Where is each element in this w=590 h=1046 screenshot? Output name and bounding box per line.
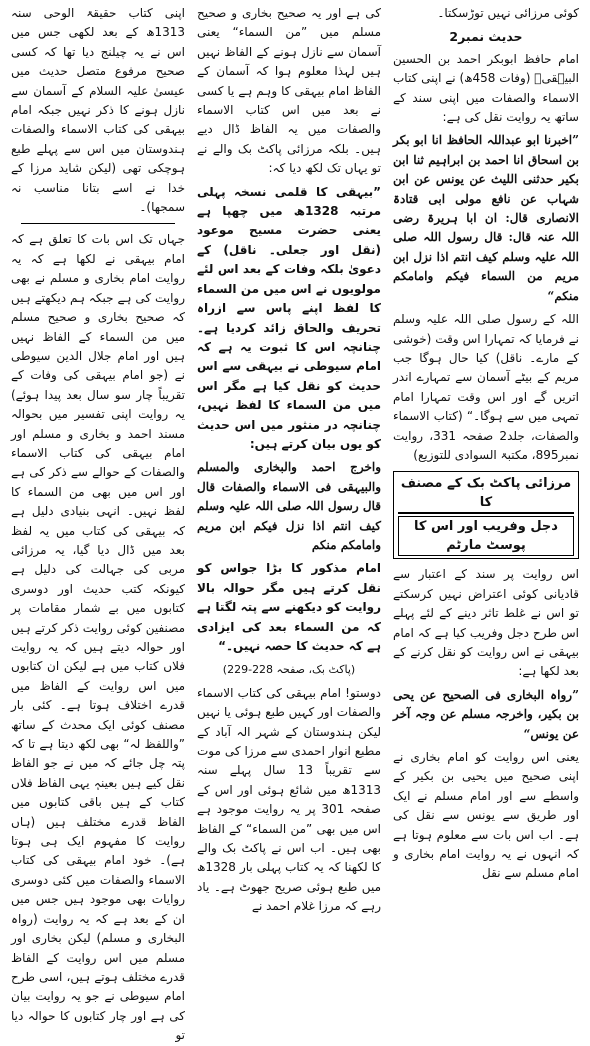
section-heading-line2: دجل وفریب اور اس کا پوسٹ مارٹم [398,516,574,556]
translation-paragraph: اللہ کے رسول صلی اللہ علیہ وسلم نے فرمایا کہ تمہارا اس وقت (خوشی کے مارے۔ ناقل) کیا حال ہوگا جب مریم کے بیٹے آسمان سے تمہارے اندر اتریں گے اور اس وقت تمہارا امام تمہی میں سے ہوگا۔“ (کتاب الاسماء والصفات، جلد2 صفحہ 331، روایت نمبر895، مکتبۃ السوادی للتوزیع) [393,312,580,462]
columns [5,4,585,1043]
paragraph: کی ہے اور یہ صحیح بخاری و صحیح مسلم میں ”من السماء“ یعنی آسمان سے نازل ہونے کے الفاظ نہیں ہیں لہذا معلوم ہوا کہ آسمان کے الفاظ امام بیہقی کا وہم ہے یا کسی نے بعد میں اس کتاب الاسماء والصفات میں یہ الفاظ ڈال دیے ہیں۔ بلکہ مرزائی پاکٹ بک والے نے تو یہاں تک لکھ دیا کہ: [197,6,381,176]
pocketbook-quote: ”بیہقی کا قلمی نسخہ پہلی مرتبہ 1328ھ میں چھپا ہے یعنی حضرت مسیح موعود (نقل اور جعلی۔ ناقل) کے دعویٰ بلکہ وفات کے بعد اس لئے مولویوں نے اس میں من السماء کا لفظ اپنے پاس سے ازراہ تحریف والحاق زائد کردیا ہے۔ چنانچہ اس کا ثبوت یہ ہے کہ امام سیوطی نے بیہقی سے اس حدیث کو نقل کیا ہے مگر اس میں من السماء کا لفظ نہیں، چنانچہ در منثور میں اس حدیث کو یوں بیان کرتے ہیں: [197,184,381,451]
divider [21,223,175,224]
arabic-hadith-text: ”اخبرنا ابو عبداللہ الحافظ انا ابو بکر بن اسحاق انا احمد بن ابراہیم ثنا ابن بکیر حدثنی اللیث عن یونس عن ابن شہاب عن نافع مولی ابی قتادۃ الانصاری قال: ان ابا ہریرۃ رضی اللہ عنہ قال: قال رسول اللہ صلی اللہ علیہ وسلم کیف انتم اذا نزل ابن مریم من السماء فیکم وامامکم منکم“ [393,133,579,303]
column-right [387,4,585,881]
paragraph: امام حافظ ابوبکر احمد بن الحسین البیہقیؒ (وفات 458ھ) نے اپنی کتاب الاسماء والصفات میں اپنی سند کے ساتھ یہ روایت نقل کی ہے: [393,51,579,125]
section-heading-box [393,471,579,559]
column-left [5,4,191,1043]
paragraph: یعنی اس روایت کو امام بخاری نے اپنی صحیح میں یحیی بن بکیر کے واسطے سے اور امام مسلم نے ایک اور طریق سے یونس سے نقل کی ہے۔ اب اس بات سے معلوم ہوتا ہے کہ انہوں نے یہ روایت امام بخاری و امام مسلم سے نقل [393,750,579,881]
intro-line: کوئی مرزائی نہیں توڑسکتا۔ [437,6,579,20]
arabic-quote: ”رواہ البخاری فی الصحیح عن یحی بن بکیر، واخرجہ مسلم عن وجہ آخر عن یونس“ [393,687,579,741]
paragraph: دوستو! امام بیہقی کی کتاب الاسماء والصفات اور کہیں طبع ہوئی یا نہیں لیکن ہندوستان کے شہر الہ آباد کے مطبع انوار احمدی سے مرزا کی موت سے تقریباً 13 سال پہلے سنہ 1313ھ میں شائع ہوئی اور اس کے صفحہ 301 پر یہ روایت موجود ہے اس میں بھی ”من السماء“ کے الفاظ بھی ہیں۔ اب اس نے پاکٹ بک والے کا لکھنا کہ یہ کتاب پہلی بار 1328ھ میں طبع ہوئی صریح جھوٹ ہے۔ یاد رہے کہ مرزا غلام احمد نے [197,685,381,914]
section-heading-line1: مرزائی پاکٹ بک کے مصنف کا [398,474,574,514]
arabic-quote: واخرج احمد والبخاری والمسلم والبیہقی فی الاسماء والصفات قال قال رسول اللہ صلی اللہ علیہ وسلم کیف انتم اذا نزل فیکم ابن مریم وامامکم منکم [197,460,381,552]
paragraph: اپنی کتاب حقیقۃ الوحی سنہ 1313ھ کے بعد لکھی جس میں اس نے یہ چیلنج دیا تھا کہ کسی صحیح مرفوع متصل حدیث میں عیسیٰ علیہ السلام کے آسمان سے نازل ہونے کا ذکر نہیں جبکہ امام بیہقی کی کتاب الاسماء والصفات ہندوستان میں اس سے پہلے طبع ہوچکی تھی (لیکن شاید مرزا کے خدا نے اسے بتانا مناسب نہ سمجھا)۔ [11,6,185,215]
paragraph: جہاں تک اس بات کا تعلق ہے کہ امام بیہقی نے لکھا ہے کہ یہ روایت امام بخاری و مسلم نے بھی روایت کی ہے جبکہ ہم دیکھتے ہیں کہ صحیح بخاری و صحیح مسلم میں من السماء کے الفاظ نہیں ہیں اور امام جلال الدین سیوطی نے (جو امام بیہقی کی وفات کے تقریباً چار سو سال بعد پیدا ہوئے) یہ روایت اپنی تفسیر میں بحوالہ مسند احمد و بخاری و مسلم اور امام بیہقی کی کتاب الاسماء والصفات کے حوالے سے ذکر کی ہے اور اس میں بھی من السماء کا لفظ نہیں۔ انہی بنیادی دلیل ہے کہ بیہقی کی کتاب میں یہ لفظ بعد میں ڈال دیا گیا، یہ مرزائی مربی کی جہالت کی دلیل ہے کیونکہ کتب حدیث اور دوسری کتابوں میں بے شمار مقامات پر مصنفین کوئی روایت ذکر کرتے ہیں اور حوالہ دیتے ہیں کہ یہ روایت فلاں کتاب میں ہے لیکن ان کتابوں میں اس روایت کے الفاظ میں قدرے اختلاف ہوتا ہے۔ کئی بار مصنف کوئی ایک محدث کے ساتھ ”واللفظ لہ“ بھی لکھ دیتا ہے تا کہ پتہ چل جائے کہ میں نے جو الفاظ نقل کیے ہیں بعینہٖ یہی الفاظ فلاں کتاب کے ہیں باقی کتابوں میں الفاظ قدرے مختلف ہیں (ہاں روایت کا مفہوم ایک ہی ہوتا ہے)۔ خود امام بیہقی کی کتاب الاسماء والصفات میں کئی دوسری روایات بھی موجود ہیں جس میں ان کے بعد ہے کہ یہ روایت (رواہ البخاری و مسلم) لیکن بخاری اور مسلم میں اس روایت کے الفاظ قدرے مختلف ہوتے ہیں، اسی طرح امام سیوطی نے جو یہ روایت بیان کی ہے اور چار کتابوں کا حوالہ دیا تو [11,232,185,1043]
column-middle [191,4,387,914]
reference: (پاکٹ بک، صفحہ 228-229) [222,663,356,677]
paragraph: اس روایت پر سند کے اعتبار سے قادیانی کوئی اعتراض نہیں کرسکتے تو اس نے غلط تاثر دینے کے لئے پہلے اس طرح دجل وفریب کیا ہے کہ امام بیہقی نے اس روایت کو نقل کرنے کے بعد لکھا ہے: [393,567,579,679]
pocketbook-quote-cont: امام مذکور کا بڑا جواس کو نقل کرتے ہیں مگر حوالہ بالا روایت کو دیکھنے سے پتہ لگتا ہے کہ من السماء بعد کی ایزادی ہے کہ حدیث کا حصہ نہیں۔“ [197,561,381,653]
hadith-heading: حدیث نمبر2 [449,29,523,45]
